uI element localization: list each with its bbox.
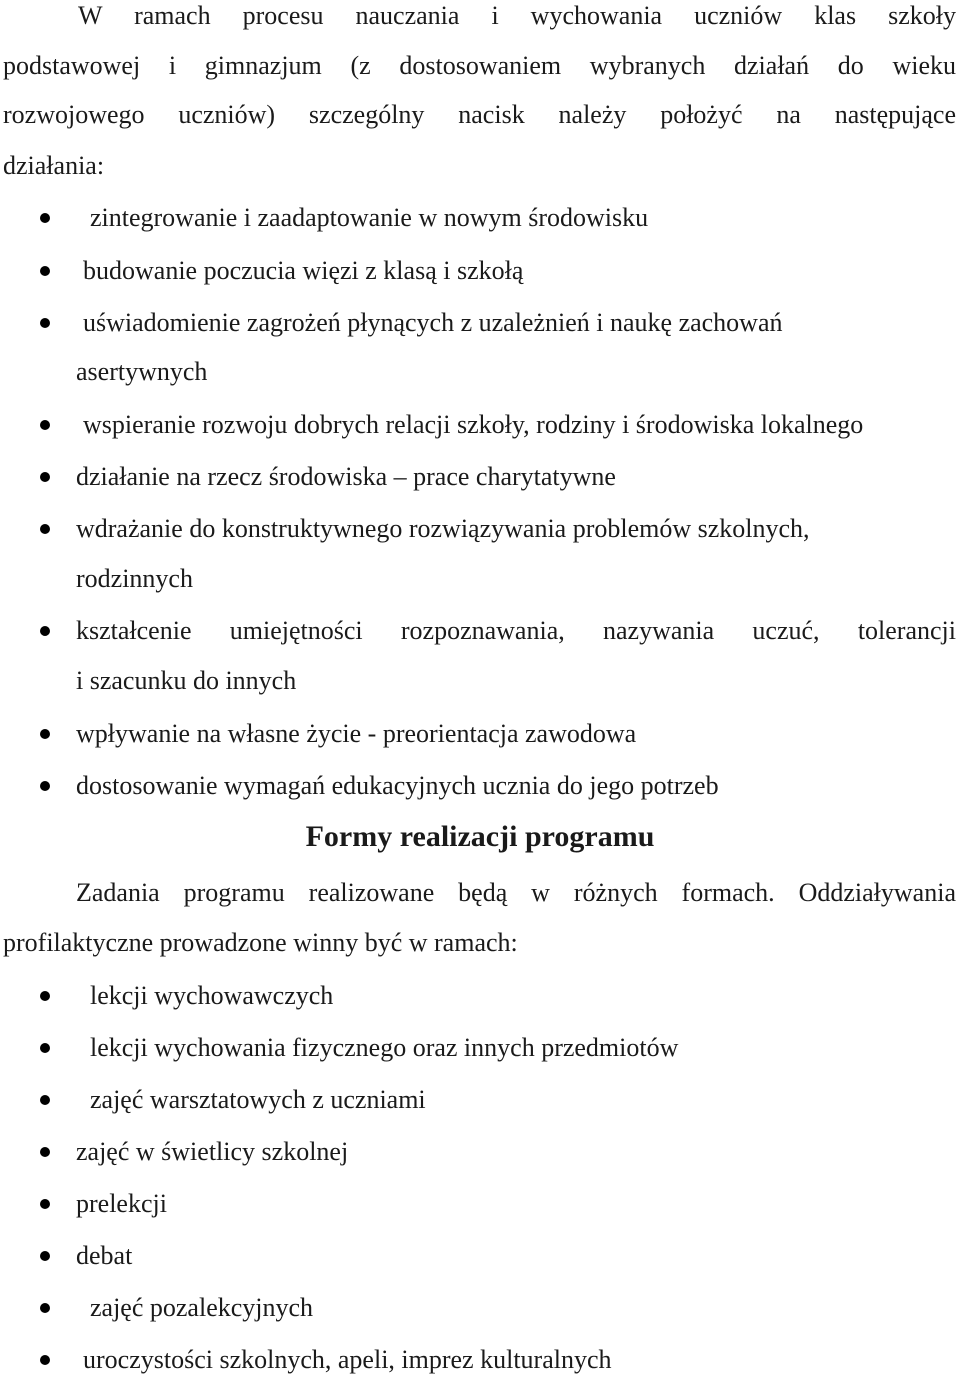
list-item: debat: [76, 1241, 133, 1270]
list-item: uroczystości szkolnych, apeli, imprez kulturalnych: [83, 1345, 612, 1374]
list-item: działanie na rzecz środowiska – prace charytatywne: [76, 462, 616, 491]
list-item: uświadomienie zagrożeń płynących z uzależnień i naukę zachowań: [83, 308, 783, 337]
section-heading: Formy realizacji programu: [305, 820, 655, 853]
list-item: prelekcji: [76, 1189, 167, 1218]
list-item-continuation: asertywnych: [76, 357, 208, 386]
bullet-icon: [40, 266, 50, 276]
intro-line: działania:: [3, 151, 105, 180]
list-item: zajęć w świetlicy szkolnej: [76, 1137, 349, 1166]
bullet-icon: [40, 1355, 50, 1365]
bullet-icon: [40, 626, 50, 636]
list-item: zintegrowanie i zaadaptowanie w nowym środowisku: [90, 203, 649, 232]
intro-line: rozwojowego uczniów) szczególny nacisk należy położyć na następujące: [3, 100, 956, 129]
bullet-icon: [40, 1095, 50, 1105]
bullet-icon: [40, 1147, 50, 1157]
forms-intro-line: profilaktyczne prowadzone winny być w ramach:: [3, 928, 518, 957]
list-item: dostosowanie wymagań edukacyjnych ucznia do jego potrzeb: [76, 771, 719, 800]
intro-line: podstawowej i gimnazjum (z dostosowaniem wybranych działań do wieku: [3, 51, 956, 80]
bullet-icon: [40, 1199, 50, 1209]
bullet-icon: [40, 420, 50, 430]
bullet-icon: [40, 472, 50, 482]
list-item: budowanie poczucia więzi z klasą i szkołą: [83, 256, 524, 285]
bullet-icon: [40, 318, 50, 328]
list-item-continuation: rodzinnych: [76, 564, 193, 593]
list-item: zajęć pozalekcyjnych: [90, 1293, 314, 1322]
list-item: lekcji wychowawczych: [90, 981, 334, 1010]
list-item: lekcji wychowania fizycznego oraz innych przedmiotów: [90, 1033, 679, 1062]
bullet-icon: [40, 729, 50, 739]
list-item: kształcenie umiejętności rozpoznawania, nazywania uczuć, tolerancji: [76, 616, 956, 645]
forms-intro-line: Zadania programu realizowane będą w różnych formach. Oddziaływania: [76, 878, 956, 907]
list-item-continuation: i szacunku do innych: [76, 666, 297, 695]
intro-line: W ramach procesu nauczania i wychowania uczniów klas szkoły: [78, 1, 956, 30]
list-item: zajęć warsztatowych z uczniami: [90, 1085, 426, 1114]
bullet-icon: [40, 213, 50, 223]
bullet-icon: [40, 781, 50, 791]
bullet-icon: [40, 991, 50, 1001]
bullet-icon: [40, 524, 50, 534]
list-item: wpływanie na własne życie - preorientacja zawodowa: [76, 719, 637, 748]
bullet-icon: [40, 1251, 50, 1261]
list-item: wspieranie rozwoju dobrych relacji szkoły, rodziny i środowiska lokalnego: [83, 410, 864, 439]
bullet-icon: [40, 1303, 50, 1313]
list-item: wdrażanie do konstruktywnego rozwiązywania problemów szkolnych,: [76, 514, 810, 543]
bullet-icon: [40, 1043, 50, 1053]
